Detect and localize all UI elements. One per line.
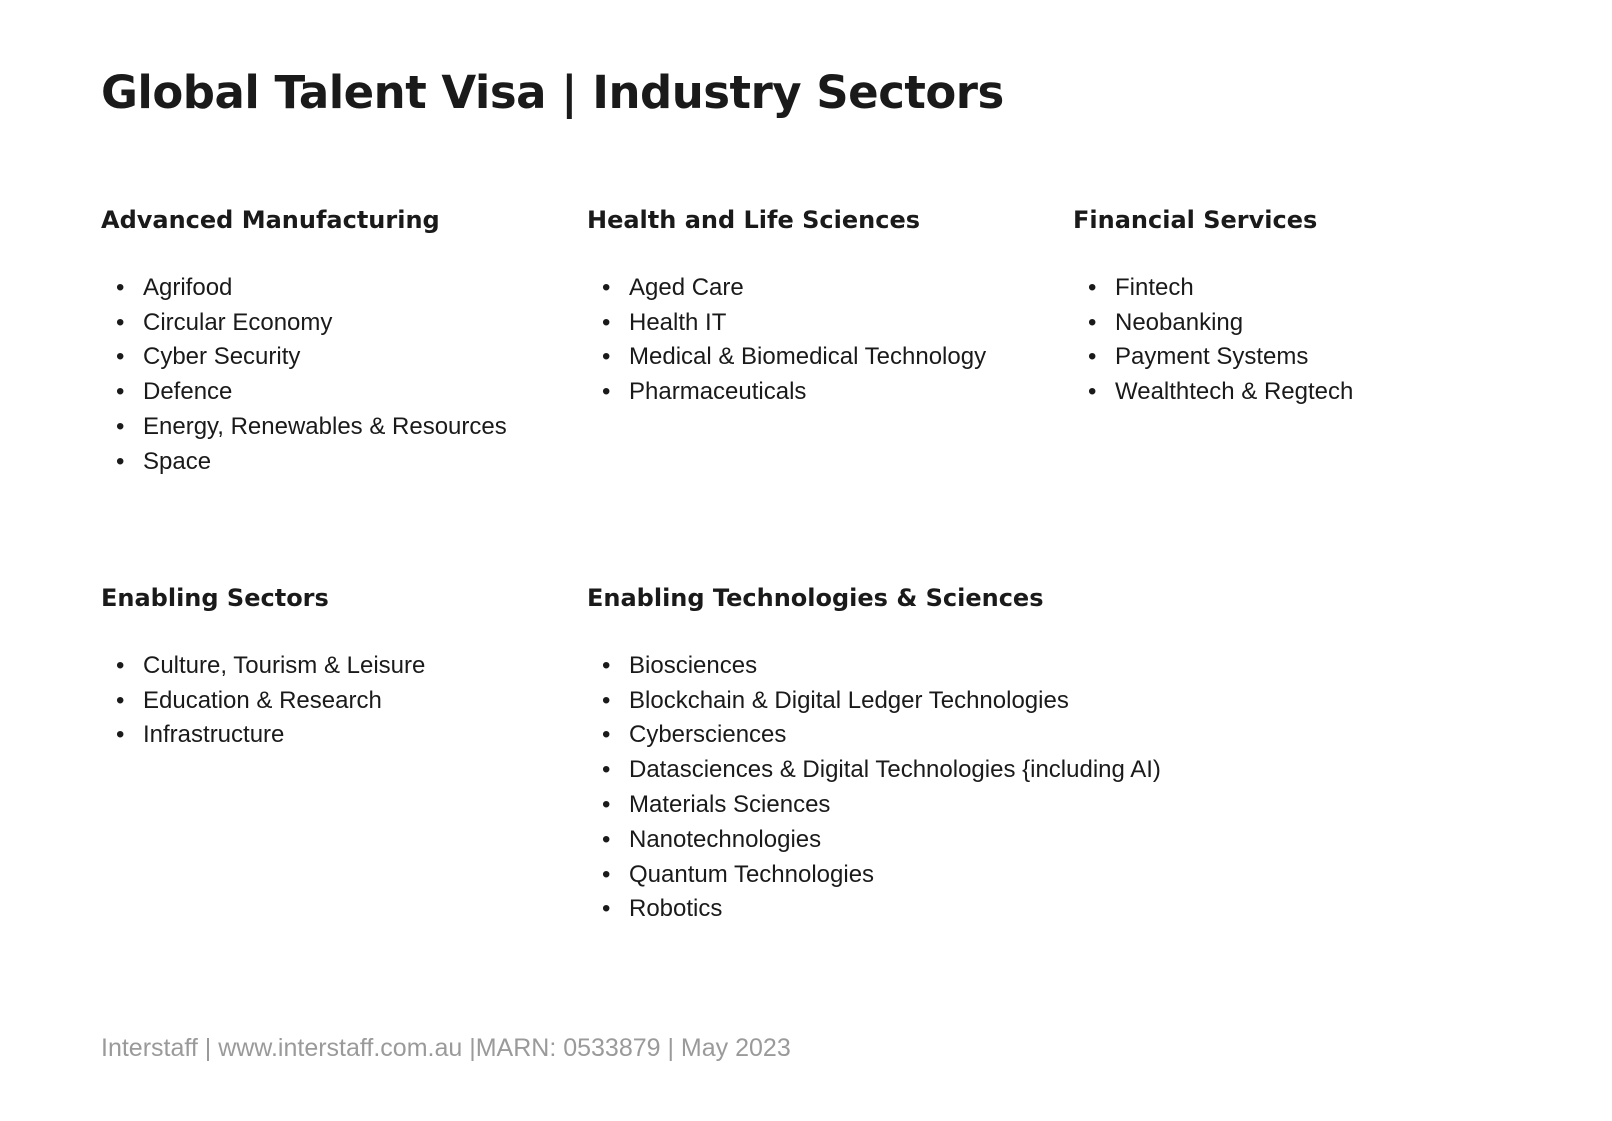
- list-item: • Payment Systems: [1073, 340, 1353, 375]
- list-item: • Wealthtech & Regtech: [1073, 375, 1353, 410]
- sector-list: [101, 271, 507, 480]
- sector-list: [101, 649, 425, 753]
- list-item: • Pharmaceuticals: [587, 375, 986, 410]
- list-item: • Datasciences & Digital Technologies {including AI): [587, 753, 1161, 788]
- list-item: • Culture, Tourism & Leisure: [101, 649, 425, 684]
- list-item: • Neobanking: [1073, 306, 1353, 341]
- sector-heading: Financial Services: [1073, 206, 1318, 234]
- sector-list: [1073, 271, 1353, 410]
- page-title: Global Talent Visa | Industry Sectors: [101, 66, 1004, 119]
- list-item: • Fintech: [1073, 271, 1353, 306]
- list-item: • Agrifood: [101, 271, 507, 306]
- list-item: • Quantum Technologies: [587, 858, 1161, 893]
- list-item: • Nanotechnologies: [587, 823, 1161, 858]
- list-item: • Medical & Biomedical Technology: [587, 340, 986, 375]
- sector-enabling-sectors: [101, 584, 425, 753]
- list-item: • Space: [101, 445, 507, 480]
- list-item: • Circular Economy: [101, 306, 507, 341]
- sector-list: [587, 649, 1161, 927]
- sector-financial-services: [1073, 206, 1353, 410]
- sector-heading: Health and Life Sciences: [587, 206, 920, 234]
- sector-heading: Enabling Sectors: [101, 584, 329, 612]
- list-item: • Defence: [101, 375, 507, 410]
- list-item: • Cyber Security: [101, 340, 507, 375]
- sector-advanced-manufacturing: [101, 206, 507, 480]
- list-item: • Education & Research: [101, 684, 425, 719]
- list-item: • Energy, Renewables & Resources: [101, 410, 507, 445]
- list-item: • Health IT: [587, 306, 986, 341]
- sector-health-life-sciences: [587, 206, 986, 410]
- list-item: • Blockchain & Digital Ledger Technologies: [587, 684, 1161, 719]
- sector-enabling-technologies: [587, 584, 1161, 927]
- sector-list: [587, 271, 986, 410]
- footer: Interstaff | www.interstaff.com.au |MARN: 0533879 | May 2023: [101, 1034, 791, 1062]
- list-item: • Biosciences: [587, 649, 1161, 684]
- list-item: • Infrastructure: [101, 718, 425, 753]
- list-item: • Materials Sciences: [587, 788, 1161, 823]
- list-item: • Cybersciences: [587, 718, 1161, 753]
- list-item: • Robotics: [587, 892, 1161, 927]
- sector-heading: Advanced Manufacturing: [101, 206, 440, 234]
- list-item: • Aged Care: [587, 271, 986, 306]
- sector-heading: Enabling Technologies & Sciences: [587, 584, 1044, 612]
